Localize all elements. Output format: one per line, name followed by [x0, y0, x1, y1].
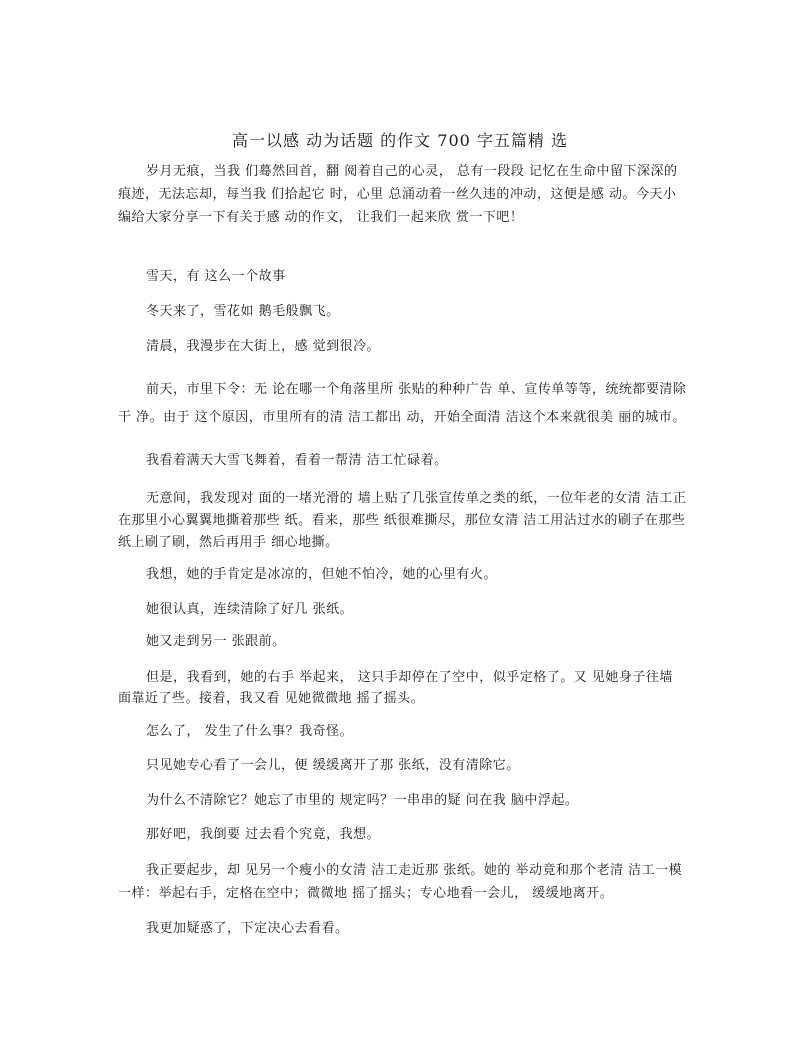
body-paragraph	[118, 376, 686, 432]
paragraph-line: 我正要起步，却 见另一个瘦小的女清 洁工走近那 张纸。她的 举动竟和那个老清 洁工一模	[146, 863, 683, 878]
paragraph-line: 冬天来了，雪花如 鹅毛般飘飞。	[146, 304, 340, 319]
body-paragraph	[146, 789, 578, 808]
paragraph-line: 面靠近了些。接着，我又看 见她微微地 摇了摇头。	[118, 691, 425, 706]
paragraph-line: 雪天，有 这么一个故事	[146, 269, 286, 284]
intro-line: 岁月无痕，当我 们蓦然回首，翻 阅着自己的心灵， 总有一段段 记忆在生命中留下深深的	[146, 164, 678, 179]
intro-paragraph	[118, 160, 678, 229]
body-paragraph	[146, 563, 497, 582]
body-paragraph	[146, 917, 349, 936]
paragraph-line: 为什么不清除它？她忘了市里的 规定吗？一串串的疑 问在我 脑中浮起。	[146, 793, 579, 808]
body-paragraph	[146, 754, 520, 773]
paragraph-line: 我更加疑惑了，下定决心去看看。	[146, 921, 349, 936]
paragraph-line: 无意间，我发现对 面的一堵光滑的 墙上贴了几张宣传单之类的纸，一位年老的女清 洁工正	[146, 491, 687, 506]
body-paragraph	[146, 598, 353, 617]
paragraph-line: 但是，我看到，她的右手 举起来， 这只手却停在了空中，似乎定格了。又 见她身子往墙	[146, 670, 673, 685]
body-paragraph	[146, 449, 448, 468]
intro-line: 痕迹，无法忘却，每当我 们拾起它 时，心里 总涌动着一丝久违的冲动，这便是感 动。今天小	[118, 187, 677, 202]
paragraph-line: 纸上刷了刷，然后再用手 细心地撕。	[118, 535, 339, 550]
paragraph-line: 干 净。由于 这个原因，市里所有的清 洁工都出 动，开始全面清 洁这个本来就很美 丽的城市。	[118, 410, 686, 425]
body-paragraph	[146, 300, 340, 319]
document-title: 高一以感 动为话题 的作文 700 字五篇精 选	[232, 131, 568, 150]
body-paragraph	[146, 720, 353, 739]
paragraph-line: 在那里小心翼翼地撕着那些 纸。看来，那些 纸很难撕尽，那位女清 洁工用沾过水的刷子在那些	[118, 513, 686, 528]
body-paragraph	[118, 859, 682, 905]
paragraph-line: 前天，市里下令：无 论在哪一个角落里所 张贴的种种广告 单、宣传单等等，统统都要清除	[146, 382, 687, 397]
paragraph-line: 怎么了， 发生了什么事？我奇怪。	[146, 724, 354, 739]
paragraph-line: 她又走到另一 张跟前。	[146, 634, 286, 649]
paragraph-line: 她很认真，连续清除了好几 张纸。	[146, 602, 354, 617]
body-paragraph	[146, 823, 380, 842]
paragraph-line: 只见她专心看了一会儿，便 缓缓离开了那 张纸，没有清除它。	[146, 758, 520, 773]
paragraph-line: 那好吧，我倒要 过去看个究竟，我想。	[146, 827, 381, 842]
body-paragraph	[146, 335, 380, 354]
intro-line: 编给大家分享一下有关于感 动的作文， 让我们一起来欣 赏一下吧！	[118, 210, 524, 225]
body-paragraph	[118, 488, 686, 554]
body-paragraph	[146, 630, 286, 649]
paragraph-line: 一样：举起右手，定格在空中；微微地 摇了摇头；专心地看一会儿， 缓缓地离开。	[118, 886, 614, 901]
paragraph-line: 我看着满天大雪飞舞着，看着一帮清 洁工忙碌着。	[146, 453, 448, 468]
paragraph-line: 清晨，我漫步在大街上，感 觉到很冷。	[146, 339, 381, 354]
body-paragraph	[146, 265, 286, 284]
paragraph-line: 我想，她的手肯定是冰凉的，但她不怕冷，她的心里有火。	[146, 567, 498, 582]
body-paragraph	[118, 667, 673, 709]
